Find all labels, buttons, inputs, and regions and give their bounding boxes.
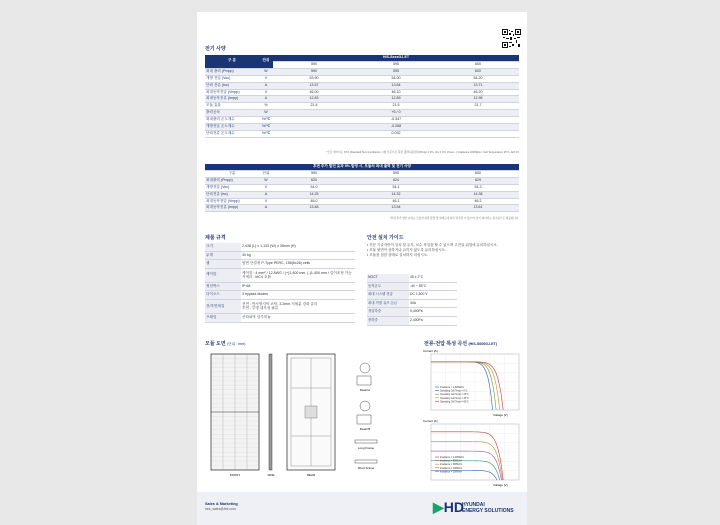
- row-label: 최대 출력 (Pmpp): [205, 68, 259, 75]
- install-label: 풍하중: [367, 316, 409, 325]
- cell: -0.347: [273, 117, 519, 124]
- voltage-label-top: Voltage [V]: [493, 413, 508, 417]
- col-600: 600: [437, 170, 519, 177]
- install-label: 정압하중: [367, 308, 409, 317]
- rear-label: REAR: [306, 473, 316, 477]
- legend-entry: Operating Cell Temp = 60°C: [440, 401, 469, 404]
- detail-b-label: Detail B: [359, 427, 371, 431]
- row-unit: V: [259, 89, 273, 96]
- col-595: 595: [355, 61, 437, 68]
- row-label: 최대출력 (Pmpp): [205, 177, 259, 184]
- legend-entry: Irradiance = 1,000W/m²: [440, 457, 465, 459]
- brand-line-2: ENERGY SOLUTIONS: [462, 508, 514, 514]
- side-label: SIDE: [267, 473, 275, 477]
- spec-label: 전/후면재질: [205, 299, 241, 313]
- cell: 46.00: [273, 89, 355, 96]
- row-label: 단락 전류 (Isc): [205, 82, 259, 89]
- cell: 46.0: [273, 198, 355, 205]
- col-header-unit: 단위: [259, 55, 273, 68]
- row-unit: A: [259, 96, 273, 103]
- install-value: DC 1,500 V: [409, 291, 457, 300]
- cell: 620: [273, 177, 355, 184]
- drawing-title: [205, 340, 245, 347]
- cell: 46.2: [437, 198, 519, 205]
- cell: 54.00: [355, 75, 437, 82]
- current-label-bottom: Current [A]: [423, 419, 438, 423]
- product-title: 제품 규격: [205, 235, 226, 241]
- row-unit: V: [259, 198, 273, 205]
- product-table: [205, 243, 355, 323]
- rear-panel: [287, 354, 335, 470]
- row-unit: %/℃: [259, 130, 273, 137]
- spec-label: 케이블: [205, 268, 241, 282]
- legend-entry: Irradiance = 400W/m²: [440, 467, 463, 470]
- brand-line-1: HYUNDAI: [462, 502, 485, 508]
- spec-value: 케이블 : 4 mm² / 12 AWG / (+)1,400 mm, (-)1,400 mm / 길이조정 가능 커넥터 : MC4 호환: [241, 268, 355, 282]
- spec-value: IP 68: [241, 282, 355, 291]
- guide-bullet: • 전문 기술자만이 설치 및 유지, 보수 작업을 할 수 있으며 고전압 위험에 유의하십시오.: [367, 243, 498, 247]
- cell: 21.5: [355, 103, 437, 110]
- legend-entry: Irradiance = 200W/m²: [440, 471, 463, 474]
- install-value: -40 ~ 85°C: [409, 282, 457, 291]
- col-header-unit: 단위: [259, 170, 273, 177]
- install-label: 최대 시스템 전압: [367, 291, 409, 300]
- row-label: 개방 전압 (Voc): [205, 75, 259, 82]
- cell: 12.89: [355, 96, 437, 103]
- row-unit: W: [259, 110, 273, 117]
- spec-value: 2,438 (L) x 1,133 (W) x 35mm (H): [241, 243, 355, 251]
- cell: 21.7: [437, 103, 519, 110]
- row-unit: A: [259, 82, 273, 89]
- cell: 13.64: [355, 82, 437, 89]
- row-label: 출력공차: [205, 110, 259, 117]
- long-frame-label: Long Frame: [357, 446, 375, 450]
- row-label: 단락전류 온도계수: [205, 130, 259, 137]
- row-label: 모듈 효율: [205, 103, 259, 110]
- install-label: 동작온도: [367, 282, 409, 291]
- front-label: FRONT: [229, 473, 241, 477]
- row-unit: %/℃: [259, 117, 273, 124]
- spec-value: 산화피막 알루미늄: [241, 313, 355, 322]
- row-label: 최대출력 온도계수: [205, 117, 259, 124]
- cell: -0.268: [273, 124, 519, 131]
- iv-title: [424, 340, 497, 347]
- iv-model: (HiS-S600GJ-ET): [468, 342, 498, 346]
- install-label: NOCT: [367, 274, 409, 282]
- iv-chart-temperature: [431, 354, 519, 410]
- cell: 46.10: [355, 89, 437, 96]
- detail-a-label: Detail A: [359, 388, 371, 392]
- hd-logo: ▶HD: [433, 499, 465, 515]
- model-header: HiS-SxxxGJ-ET: [273, 55, 519, 61]
- rear-note: *후면 추가 발전 효과는 모듈의 설치 환경 및 알베도에 따라 달라질 수 있으며, 상기 데이터는 참고용으로 제공됩니다.: [389, 217, 519, 220]
- iv-chart-irradiance: [431, 424, 519, 480]
- col-header-item: 구 분: [205, 55, 259, 68]
- cell: 46.20: [437, 89, 519, 96]
- cell: 54.1: [355, 184, 437, 191]
- col-590: 590: [273, 170, 355, 177]
- cell: 46.1: [355, 198, 437, 205]
- row-unit: %: [259, 103, 273, 110]
- datasheet-page: [197, 12, 527, 525]
- side-frame: [269, 354, 272, 470]
- spec-value: 전면 : 반사방지막 코팅, 3.2mm 저철분 강화 유리 후면 : 투명 내후성 필름: [241, 299, 355, 313]
- cell: 14.32: [355, 191, 437, 198]
- row-unit: %/℃: [259, 124, 273, 131]
- module-drawing: [205, 348, 411, 484]
- row-label: 개방전압 온도계수: [205, 124, 259, 131]
- col-590: 590: [273, 61, 355, 68]
- cell: 12.83: [273, 96, 355, 103]
- install-label: 최대 직렬 퓨즈 등급: [367, 299, 409, 308]
- row-unit: A: [259, 205, 273, 212]
- drawing-unit: (단위 : mm): [227, 342, 246, 346]
- spec-label: 셀: [205, 260, 241, 269]
- legend-entry: Operating Cell Temp = 0°C: [440, 390, 468, 393]
- front-panel: [211, 354, 259, 470]
- cell: 629: [437, 177, 519, 184]
- footer: [197, 492, 527, 525]
- cell: 13.54: [355, 205, 437, 212]
- install-value: 2,400Pa: [409, 316, 457, 325]
- brand-name: [462, 502, 514, 514]
- cell: 54.20: [437, 75, 519, 82]
- install-title: 안전 설치 가이드: [367, 235, 404, 241]
- cell: 12.95: [437, 96, 519, 103]
- spec-value: 양면 단결정 P-Type PERC, 156(6x26) cells: [241, 260, 355, 269]
- cell: +5 / 0: [273, 110, 519, 117]
- spec-label: 프레임: [205, 313, 241, 322]
- logo-text: HD: [443, 499, 465, 515]
- col-header-item: 구분: [205, 170, 259, 177]
- iv-title-text: 전류-전압 특성 곡선: [424, 341, 468, 347]
- electrical-table: [205, 55, 519, 138]
- row-label: 최대동작전압 (Vmpp): [205, 89, 259, 96]
- row-unit: V: [259, 184, 273, 191]
- cell: 13.61: [437, 205, 519, 212]
- row-unit: W: [259, 177, 273, 184]
- spec-label: 크기: [205, 243, 241, 251]
- install-value: 5,400Pa: [409, 308, 457, 317]
- electrical-note: *모든 데이터는 STC (Standard Test Conditions) 시험 기준으로 측정: 출력허용편차(Pmpp ± 3%, Voc ± 3%, Pmax...) Irradiance 1000W/m², Cell Temperature 25°C, AM 1.5: [326, 151, 519, 154]
- iv-charts: [423, 348, 523, 488]
- cell: 53.90: [273, 75, 355, 82]
- cell: 13.71: [437, 82, 519, 89]
- legend-entry: Operating Cell Temp = 25°C: [440, 394, 469, 397]
- cell: 14.25: [273, 191, 355, 198]
- col-600: 600: [437, 61, 519, 68]
- legend-entry: Irradiance = 800W/m²: [440, 460, 463, 463]
- legend-entry: Operating Cell Temp = 45°C: [440, 397, 469, 400]
- cell: 21.4: [273, 103, 355, 110]
- electrical-title: 전기 사양: [205, 46, 226, 52]
- spec-label: 정션박스: [205, 282, 241, 291]
- voltage-label-bottom: Voltage [V]: [493, 483, 508, 487]
- row-label: 최대동작전압 (Vmpp): [205, 198, 259, 205]
- row-label: 최대동작전류 (Impp): [205, 96, 259, 103]
- legend-entry: Irradiance = 1,000W/m²: [440, 387, 465, 389]
- cell: 54.3: [437, 184, 519, 191]
- spec-label: 다이오드: [205, 291, 241, 300]
- install-value: 30A: [409, 299, 457, 308]
- row-label: 단락전류 (Isc): [205, 191, 259, 198]
- guide-bullet: • 모듈을 험한 상태로 설치하지 마십시오.: [367, 253, 429, 257]
- drawing-title-text: 모듈 도면: [205, 341, 226, 347]
- install-table: [367, 274, 457, 326]
- short-frame-label: Short Frame: [357, 466, 375, 470]
- row-unit: V: [259, 75, 273, 82]
- cell: 590: [273, 68, 355, 75]
- cell: 54.0: [273, 184, 355, 191]
- cell: 595: [355, 68, 437, 75]
- sales-email: hes_sales@hhi.com: [205, 507, 236, 511]
- current-label-top: Current [A]: [423, 349, 438, 353]
- col-595: 595: [355, 170, 437, 177]
- rear-table: [205, 164, 519, 212]
- row-unit: A: [259, 191, 273, 198]
- legend-entry: Irradiance = 600W/m²: [440, 464, 463, 467]
- spec-value: 30 kg: [241, 251, 355, 260]
- cell: 14.38: [437, 191, 519, 198]
- cell: 0.032: [273, 130, 519, 137]
- install-guide: [367, 243, 517, 258]
- row-label: 최대동작전류 (Impp): [205, 205, 259, 212]
- guide-bullet: • 모듈 뒷면이 상하거나 긁히지 않도록 유의하십시오.: [367, 248, 447, 252]
- install-value: 45 ± 2°C: [409, 274, 457, 282]
- spec-label: 무게: [205, 251, 241, 260]
- cell: 624: [355, 177, 437, 184]
- qr-code: [502, 29, 521, 48]
- row-label: 개방전압 (Voc): [205, 184, 259, 191]
- row-unit: W: [259, 68, 273, 75]
- cell: 13.48: [273, 205, 355, 212]
- spec-value: 3 bypass diodes: [241, 291, 355, 300]
- cell: 600: [437, 68, 519, 75]
- rear-title: 후면 추가 발전 효과 5% 발생 시, 모듈의 최대 출력 및 전기 사양: [205, 164, 519, 170]
- sales-label: Sales & Marketing: [205, 502, 238, 506]
- cell: 13.57: [273, 82, 355, 89]
